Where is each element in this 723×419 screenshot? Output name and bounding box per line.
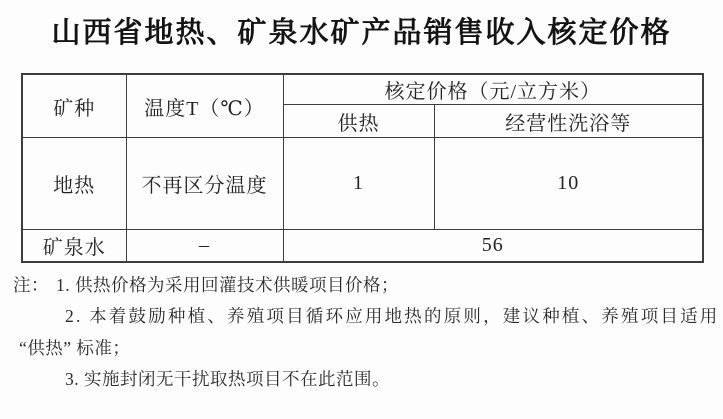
notes-label: 注： [13, 274, 49, 295]
header-cell-mineral: 矿种 [22, 74, 126, 138]
table-row-mineral-water [22, 230, 703, 262]
cell-geothermal-bathing-price: 10 [434, 138, 703, 230]
table-header-row-1 [22, 74, 703, 105]
note-line-1 [13, 270, 709, 302]
cell-geothermal-mineral: 地热 [22, 138, 126, 230]
cell-geothermal-temperature: 不再区分温度 [126, 138, 283, 230]
cell-mineral-water-combined-price: 56 [283, 230, 703, 262]
note-line-2: 2. 本着鼓励种植、养殖项目循环应用地热的原则，建议种植、养殖项目适用 [65, 306, 720, 326]
note-line-4: 3. 实施封闭无干扰取热项目不在此范围。 [65, 369, 390, 389]
cell-mineral-water-mineral: 矿泉水 [22, 230, 126, 262]
header-cell-bathing: 经营性洗浴等 [434, 105, 703, 138]
cell-geothermal-heating-price: 1 [283, 138, 434, 230]
note-line-3: “供热” 标准； [19, 337, 131, 358]
page-title: 山西省地热、矿泉水矿产品销售收入核定价格 [51, 17, 672, 49]
price-table [21, 73, 704, 263]
header-cell-temperature: 温度T（℃） [126, 74, 283, 138]
header-cell-heating: 供热 [283, 105, 434, 138]
note-text-1: 1. 供热价格为采用回灌技术供暖项目价格； [56, 274, 399, 295]
header-cell-price-group: 核定价格（元/立方米） [283, 74, 703, 105]
table-row-geothermal [22, 138, 703, 230]
document-page [0, 13, 723, 419]
cell-mineral-water-temperature: – [126, 230, 283, 262]
notes-section [13, 270, 720, 396]
